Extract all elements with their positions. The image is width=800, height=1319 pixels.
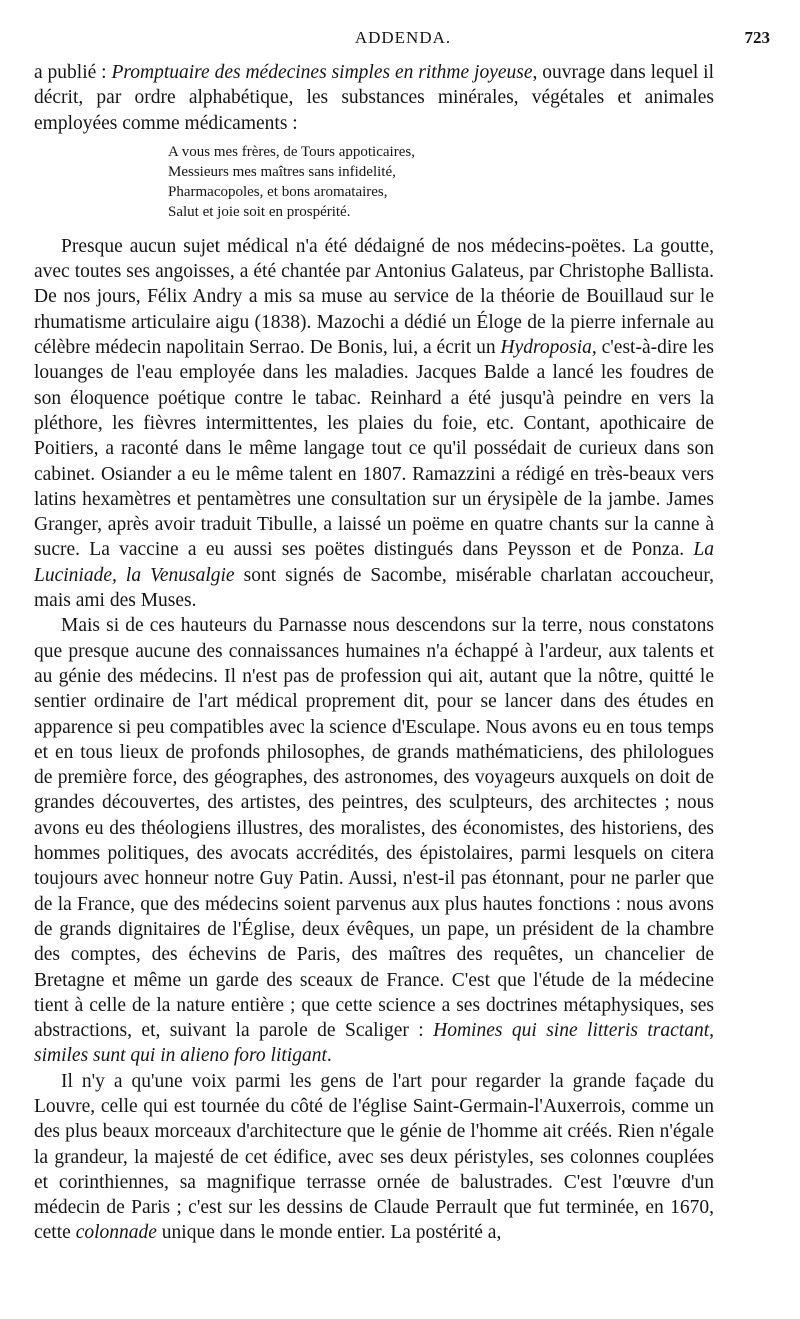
verse-line: A vous mes frères, de Tours appoticaires, xyxy=(168,143,415,160)
page-header xyxy=(36,28,770,54)
paragraph-text: . xyxy=(326,1045,332,1067)
paragraph-text: , c'est-à-dire les louanges de l'eau employée dans les maladies. Jacques Balde a lancé les foudres de son éloquence poétique contre le tabac. Reinhard a été jusqu'à peindre en vers la pléthore, les fièvres intermittentes, les plaies du foie, etc. Contant, apothicaire de Poitiers, a raconté dans le même langage tout ce qu'il possédait de curieux dans son cabinet. Osiander a eu le même talent en 1807. Ramazzini a rédigé en très-beaux vers latins hexamètres et pentamètres une consultation sur un érysipèle de la jambe. James Granger, après avoir traduit Tibulle, a laissé un poëme en quatre chants sur la canne à sucre. La vaccine a eu aussi ses poëtes distingués dans Peysson et de Ponza. xyxy=(34,337,714,561)
colonnade-italic: colonnade xyxy=(75,1222,157,1244)
paragraph-text: , ouvrage dans lequel il décrit, par ordre alphabétique, les substances minérales, végétales et animales employées comme médicaments : xyxy=(34,62,714,134)
paragraph-1 xyxy=(34,60,714,136)
book-title-italic: Promptuaire des médecines simples en rithme joyeuse xyxy=(111,62,533,83)
page-body xyxy=(34,60,714,1246)
paragraph-2 xyxy=(34,234,714,613)
work-title-italic: Hydroposia xyxy=(500,337,592,359)
verse-line: Messieurs mes maîtres sans infidelité, xyxy=(168,163,396,180)
paragraph-4 xyxy=(34,1069,714,1246)
verse-line: Salut et joie soit en prospérité. xyxy=(168,203,351,220)
paragraph-text: unique dans le monde entier. La postérité a, xyxy=(156,1222,502,1244)
paragraph-text: Presque aucun sujet médical n'a été dédaigné de nos médecins-poëtes. La goutte, avec toutes ses angoisses, a été chantée par Antonius Galateus, par Christophe Ballista. De nos jours, Félix Andry a mis sa muse au service de la théorie de Bouillaud sur le rhumatisme articulaire aigu (1838). Mazochi a dédié un Éloge de la pierre infernale au célèbre médecin napolitain Serrao. De Bonis, lui, a écrit un xyxy=(34,235,714,359)
paragraph-text: a publié : xyxy=(34,62,112,83)
verse-line: Pharmacopoles, et bons aromataires, xyxy=(168,183,388,200)
latin-quote-italic: Homines qui sine litteris tractant, similes sunt qui in alieno foro litigant xyxy=(34,1020,714,1067)
paragraph-3 xyxy=(34,613,714,1068)
work-title-italic: La Luciniade, la Venusalgie xyxy=(34,539,714,586)
verse-quote xyxy=(168,142,714,222)
paragraph-text: Il n'y a qu'une voix parmi les gens de l'art pour regarder la grande façade du Louvre, celle qui est tournée du côté de l'église Saint-Germain-l'Auxerrois, comme un des plus beaux morceaux d'architecture que le génie de l'homme ait créés. Rien n'égale la grandeur, la majesté de cet édifice, avec ses deux péristyles, ses colonnes couplées et corinthiennes, sa magnifique terrasse ornée de balustrades. C'est l'œuvre d'un médecin de Paris ; c'est sur les dessins de Claude Perrault que fut terminée, en 1670, cette xyxy=(34,1070,714,1244)
page-number: 723 xyxy=(744,28,770,47)
paragraph-text: sont signés de Sacombe, misérable charlatan accoucheur, mais ami des Muses. xyxy=(34,564,714,612)
running-title: ADDENDA. xyxy=(354,28,452,47)
paragraph-text: Mais si de ces hauteurs du Parnasse nous descendons sur la terre, nous constatons que presque aucune des connaissances humaines n'a échappé à l'ardeur, aux talents et au génie des médecins. Il n'est pas de profession qui ait, autant que la nôtre, quitté le sentier ordinaire de l'art médical proprement dit, pour se lancer dans des études en apparence si peu compatibles avec la science d'Esculape. Nous avons eu en tous temps et en tous lieux de profonds philosophes, de grands mathématiciens, des philologues de première force, des géographes, des astronomes, des voyageurs auxquels on doit de grandes découvertes, des artistes, des peintres, des sculpteurs, des architectes ; nous avons eu des théologiens illustres, des moralistes, des économistes, des historiens, des hommes politiques, des avocats accrédités, des épistolaires, parmi lesquels on citera toujours avec honneur notre Guy Patin. Aussi, n'est-il pas étonnant, pour ne parler que de la France, que des médecins soient parvenus aux plus hautes fonctions : nous avons de grands dignitaires de l'Église, deux évêques, un pape, un président de la chambre des comptes, des échevins de Paris, des maîtres des requêtes, un chancelier de Bretagne et même un garde des sceaux de France. C'est que l'étude de la médecine tient à celle de la nature entière ; que cette science a ses doctrines métaphysiques, ses abstractions, et, suivant la parole de Scaliger : xyxy=(34,615,714,1042)
